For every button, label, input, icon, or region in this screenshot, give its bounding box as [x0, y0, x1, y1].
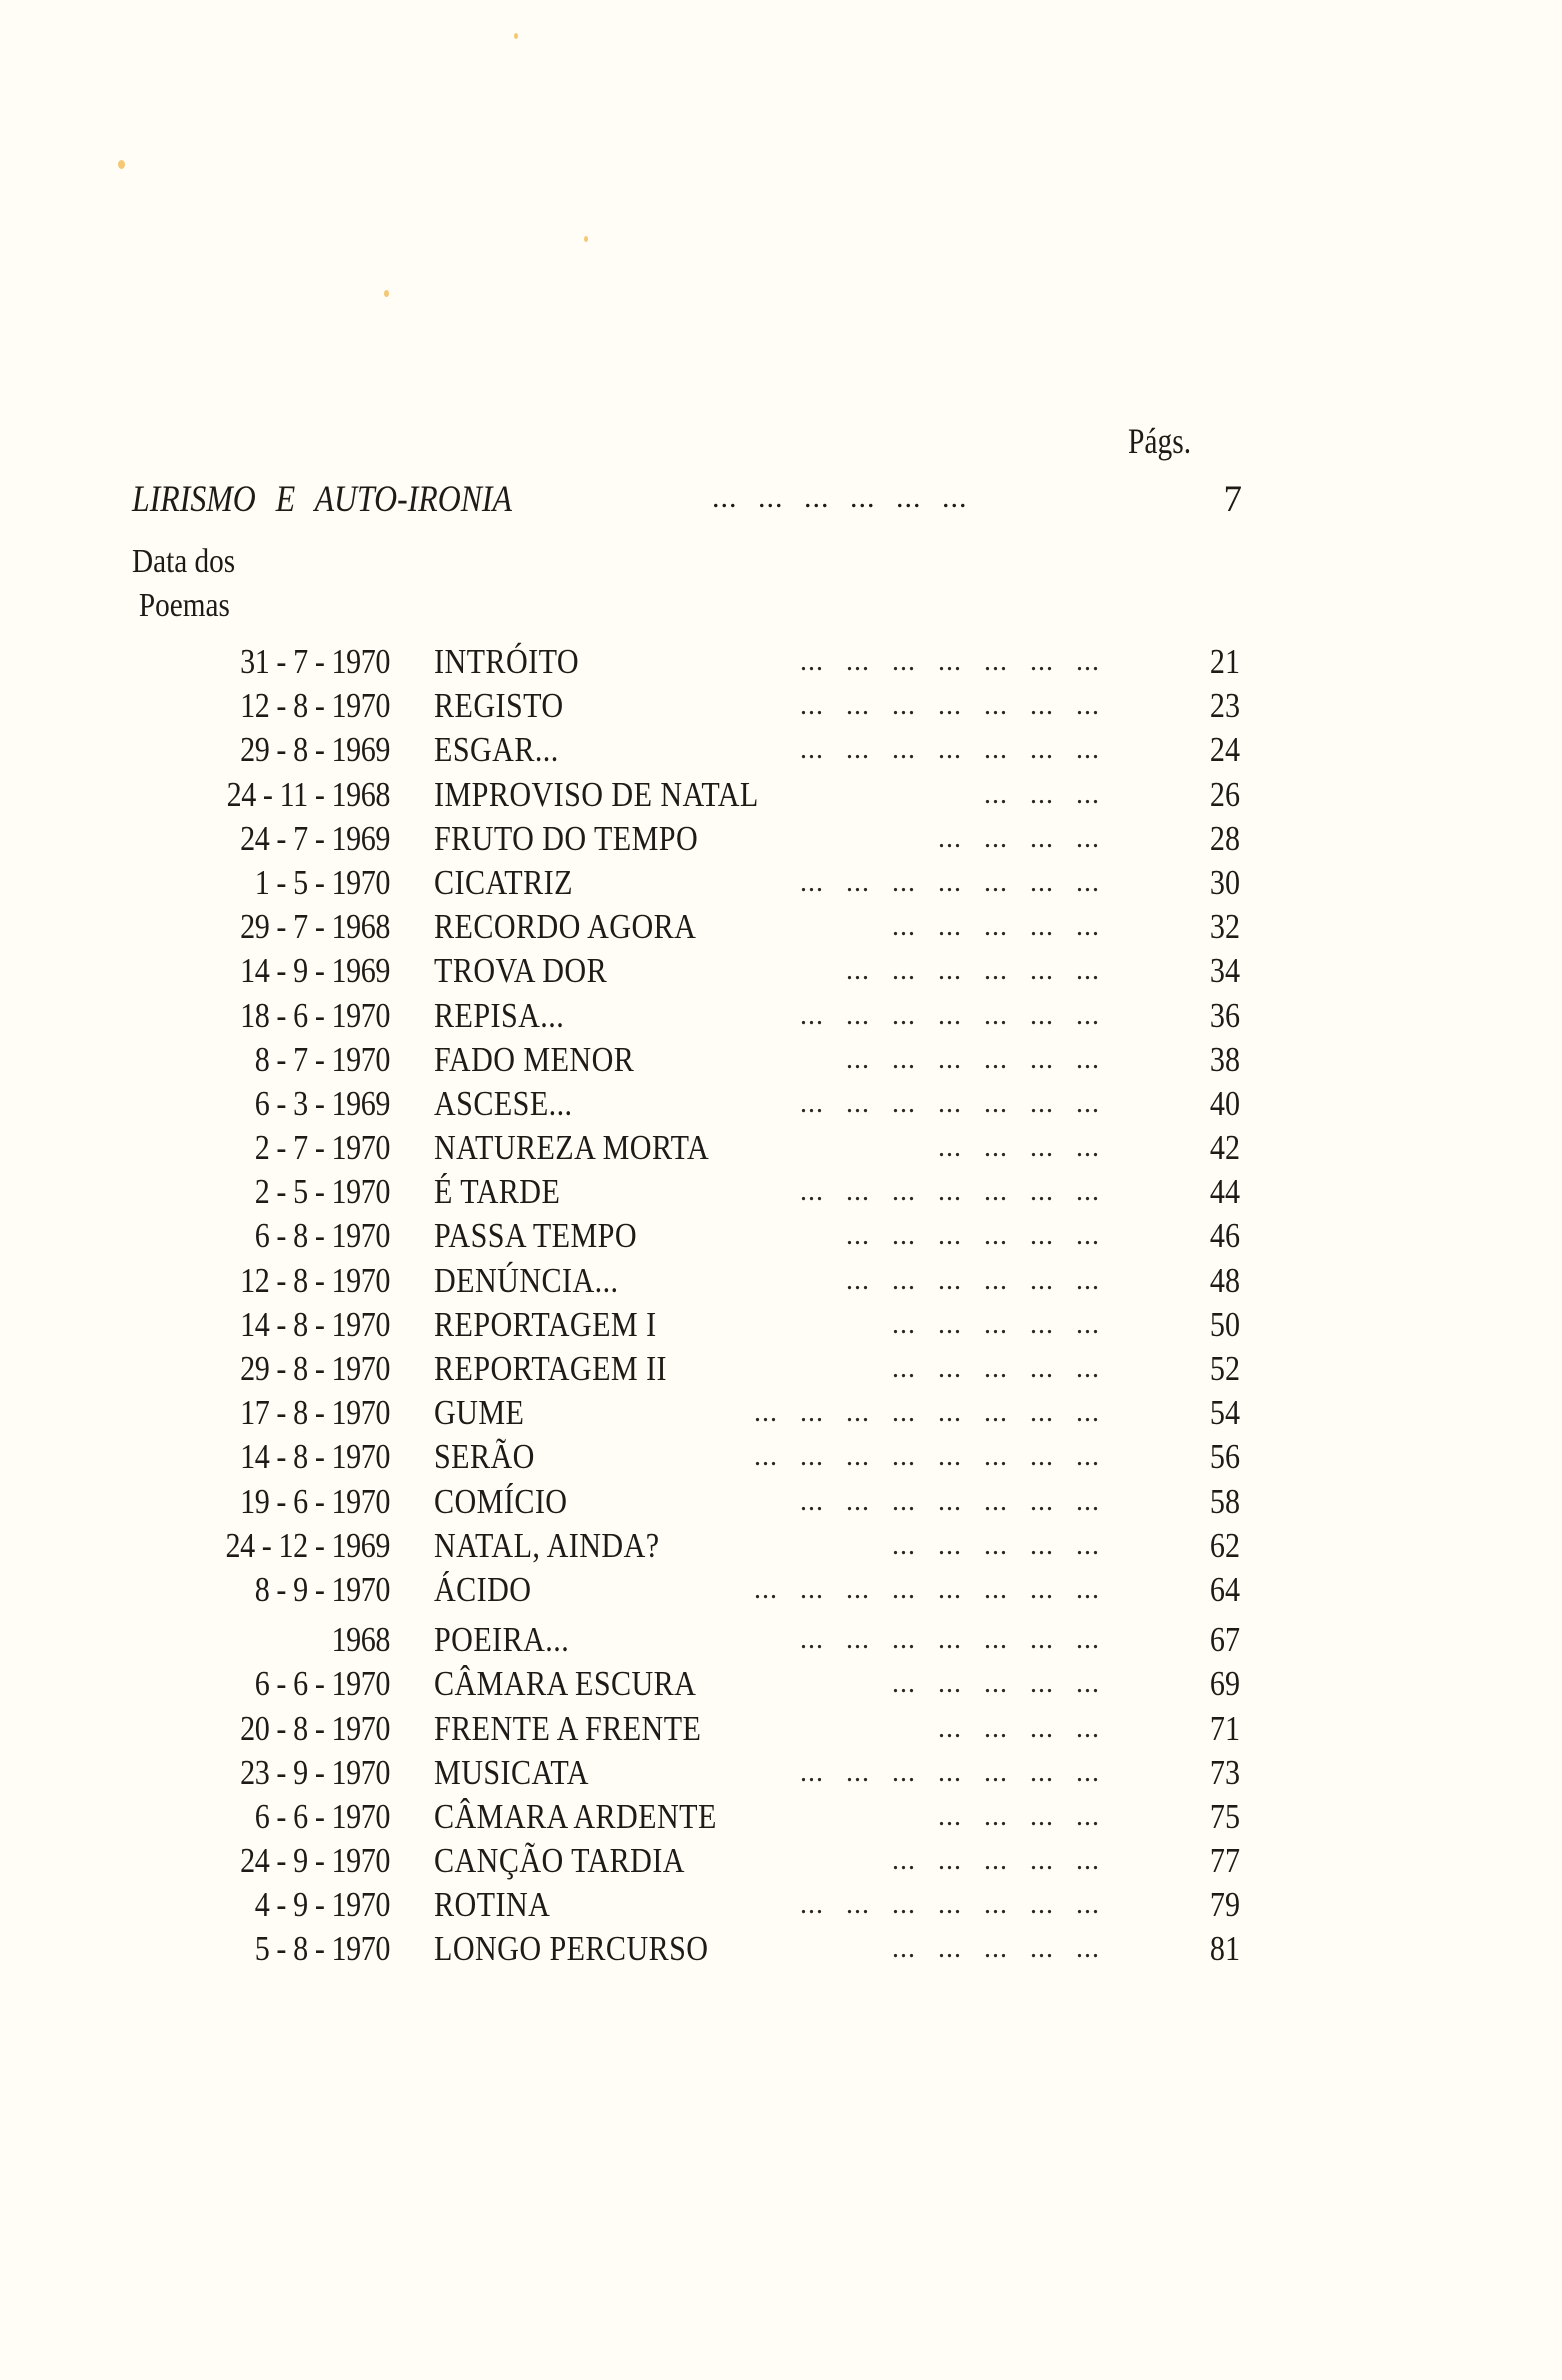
poem-title: NATAL, AINDA?: [434, 1525, 660, 1565]
poem-title: TROVA DOR: [434, 951, 608, 991]
poem-page-number: 69: [1209, 1664, 1240, 1704]
poem-date: 5 - 8 - 1970: [254, 1929, 390, 1969]
poem-page-number: 77: [1209, 1841, 1240, 1881]
poem-date: 12 - 8 - 1970: [240, 1260, 390, 1300]
poem-date: 1968: [331, 1620, 390, 1660]
poem-page-number: 32: [1209, 907, 1240, 947]
poem-title: PASSA TEMPO: [434, 1216, 638, 1256]
paper-speck: [384, 290, 389, 297]
toc-entry[interactable]: [140, 1259, 1240, 1303]
dot-leader: ... ... ... ... ...: [892, 911, 1100, 943]
poem-date: 31 - 7 - 1970: [240, 642, 390, 681]
poem-date: 29 - 8 - 1969: [240, 730, 390, 770]
poem-title: REPORTAGEM I: [434, 1304, 657, 1344]
toc-entry[interactable]: [140, 994, 1240, 1038]
toc-entry[interactable]: [140, 1618, 1240, 1662]
dot-leader: ... ... ... ... ...: [892, 1933, 1100, 1965]
toc-entry[interactable]: [140, 773, 1240, 817]
toc-entry[interactable]: [140, 684, 1240, 728]
poem-title: GUME: [434, 1393, 525, 1433]
poem-date: 6 - 8 - 1970: [254, 1216, 390, 1256]
poem-date: 6 - 6 - 1970: [254, 1664, 390, 1704]
toc-entry[interactable]: [140, 1839, 1240, 1883]
poem-page-number: 21: [1209, 642, 1240, 681]
dot-leader: ... ... ... ...: [938, 822, 1100, 854]
poem-date: 24 - 11 - 1968: [226, 774, 390, 814]
poem-title: FRUTO DO TEMPO: [434, 818, 699, 858]
dot-leader: ... ... ... ... ...: [892, 1353, 1100, 1384]
poem-title: FRENTE A FRENTE: [434, 1708, 702, 1748]
poem-date: 4 - 9 - 1970: [254, 1885, 390, 1925]
dot-leader: ... ... ... ... ... ... ...: [800, 999, 1100, 1031]
dot-leader: ... ... ... ... ... ... ... ...: [754, 1573, 1100, 1605]
toc-entry[interactable]: [140, 1391, 1240, 1435]
dot-leader: ... ... ...: [984, 778, 1100, 810]
dot-leader: ... ... ... ... ... ... ...: [800, 1176, 1100, 1208]
poem-date: 17 - 8 - 1970: [240, 1393, 390, 1433]
dot-leader: ... ... ... ...: [938, 1712, 1100, 1744]
dot-leader: ... ... ... ... ... ... ... ...: [754, 1397, 1100, 1429]
toc-entry[interactable]: [140, 949, 1240, 993]
poem-title: CÂMARA ESCURA: [434, 1664, 697, 1704]
date-column-header: [132, 540, 252, 628]
toc-entry[interactable]: [140, 1082, 1240, 1126]
dot-leader: ... ... ... ... ... ... ...: [800, 1756, 1100, 1788]
poem-date: 6 - 6 - 1970: [254, 1796, 390, 1836]
poem-date: 14 - 8 - 1970: [240, 1437, 390, 1477]
poem-title: MUSICATA: [434, 1752, 589, 1792]
toc-entry[interactable]: [140, 728, 1240, 772]
poem-title: CANÇÃO TARDIA: [434, 1841, 685, 1881]
toc-entry[interactable]: [140, 1126, 1240, 1170]
poem-title: REGISTO: [434, 686, 564, 726]
poem-date: 6 - 3 - 1969: [254, 1083, 390, 1123]
poem-page-number: 28: [1209, 818, 1240, 858]
toc-entry[interactable]: [140, 640, 1240, 684]
poem-page-number: 75: [1209, 1796, 1240, 1836]
poem-date: 2 - 5 - 1970: [254, 1172, 390, 1212]
dot-leader: ... ... ... ... ...: [892, 1668, 1100, 1700]
poem-page-number: 79: [1209, 1885, 1240, 1925]
poem-title: É TARDE: [434, 1172, 561, 1212]
poem-page-number: 52: [1209, 1349, 1240, 1388]
poem-page-number: 26: [1209, 774, 1240, 814]
dot-leader: ... ... ... ... ... ... ... ...: [754, 1441, 1100, 1473]
poem-date: 29 - 7 - 1968: [240, 907, 390, 947]
poem-page-number: 81: [1209, 1929, 1240, 1969]
dot-leader: ... ... ... ... ... ... ...: [800, 734, 1100, 766]
poem-date: 29 - 8 - 1970: [240, 1349, 390, 1388]
toc-entry[interactable]: [140, 1303, 1240, 1347]
poem-date: 24 - 12 - 1969: [225, 1525, 390, 1565]
poem-date: 14 - 8 - 1970: [240, 1304, 390, 1344]
paper-speck: [118, 160, 125, 169]
dot-leader: ... ... ... ... ... ... ...: [800, 1485, 1100, 1517]
dot-leader: ... ... ... ...: [938, 1800, 1100, 1832]
paper-speck: [514, 33, 518, 39]
paper-speck: [584, 236, 588, 242]
dot-leader: ... ... ... ... ... ... ...: [800, 1624, 1100, 1656]
poem-page-number: 50: [1209, 1304, 1240, 1344]
poem-page-number: 24: [1209, 730, 1240, 770]
dot-leader: ... ... ... ... ... ...: [712, 481, 968, 514]
poem-date: 1 - 5 - 1970: [254, 862, 390, 902]
poem-date: 8 - 7 - 1970: [254, 1039, 390, 1079]
poem-date: 24 - 9 - 1970: [240, 1841, 390, 1881]
dot-leader: ... ... ... ... ...: [892, 1529, 1100, 1561]
poem-date: 2 - 7 - 1970: [254, 1128, 390, 1168]
poem-title: CICATRIZ: [434, 862, 573, 902]
poem-page-number: 48: [1209, 1260, 1240, 1300]
poem-date: 19 - 6 - 1970: [240, 1481, 390, 1521]
dot-leader: ... ... ... ... ... ... ...: [800, 1889, 1100, 1921]
poem-date: 23 - 9 - 1970: [240, 1752, 390, 1792]
poem-title: IMPROVISO DE NATAL: [434, 774, 759, 814]
poem-title: REPISA...: [434, 995, 565, 1035]
poem-title: INTRÓITO: [434, 642, 580, 681]
poem-page-number: 42: [1209, 1128, 1240, 1168]
poem-title: ASCESE...: [434, 1083, 573, 1123]
toc-entry[interactable]: [140, 1214, 1240, 1258]
poem-title: CÂMARA ARDENTE: [434, 1796, 717, 1836]
poem-page-number: 30: [1209, 862, 1240, 902]
dot-leader: ... ... ... ... ... ... ...: [800, 690, 1100, 722]
poem-page-number: 64: [1209, 1569, 1240, 1609]
dot-leader: ... ... ... ...: [938, 1132, 1100, 1164]
dot-leader: ... ... ... ... ... ...: [846, 1264, 1100, 1296]
section-page-number: 7: [1223, 479, 1242, 520]
toc-entry[interactable]: [140, 1435, 1240, 1479]
poem-page-number: 71: [1209, 1708, 1240, 1748]
toc-entry[interactable]: [140, 1927, 1240, 1971]
pages-column-label: Págs.: [1128, 421, 1192, 461]
date-column-header-line1: Data dos: [132, 543, 236, 580]
toc-entry[interactable]: [140, 1524, 1240, 1568]
poem-page-number: 62: [1209, 1525, 1240, 1565]
poem-page-number: 40: [1209, 1083, 1240, 1123]
toc-entry[interactable]: [140, 1038, 1240, 1082]
toc-entry[interactable]: [140, 1480, 1240, 1524]
toc-entry[interactable]: [140, 905, 1240, 949]
toc-entry[interactable]: [140, 817, 1240, 861]
poem-page-number: 54: [1209, 1393, 1240, 1433]
date-column-header-line2: Poemas: [138, 587, 230, 624]
dot-leader: ... ... ... ... ... ... ...: [800, 1087, 1100, 1119]
toc-entry[interactable]: [140, 1568, 1240, 1612]
dot-leader: ... ... ... ... ...: [892, 1308, 1100, 1340]
poem-date: 24 - 7 - 1969: [240, 818, 390, 858]
poem-page-number: 46: [1209, 1216, 1240, 1256]
dot-leader: ... ... ... ... ... ...: [846, 1220, 1100, 1252]
dot-leader: ... ... ... ... ... ...: [846, 955, 1100, 987]
poem-title: COMÍCIO: [434, 1481, 568, 1521]
poem-date: 18 - 6 - 1970: [240, 995, 390, 1035]
toc-entry[interactable]: [140, 1170, 1240, 1214]
dot-leader: ... ... ... ... ... ... ...: [800, 866, 1100, 898]
poem-title: NATUREZA MORTA: [434, 1128, 710, 1168]
toc-entry[interactable]: [140, 861, 1240, 905]
toc-entry[interactable]: [140, 1347, 1240, 1391]
poem-title: SERÃO: [434, 1437, 535, 1477]
poem-page-number: 73: [1209, 1752, 1240, 1792]
toc-entry[interactable]: [140, 1883, 1240, 1927]
poem-page-number: 58: [1209, 1481, 1240, 1521]
poem-title: ROTINA: [434, 1885, 551, 1925]
toc-entry[interactable]: [140, 1707, 1240, 1751]
poem-date: 20 - 8 - 1970: [240, 1708, 390, 1748]
poem-page-number: 36: [1209, 995, 1240, 1035]
poem-date: 14 - 9 - 1969: [240, 951, 390, 991]
dot-leader: ... ... ... ... ... ... ...: [800, 646, 1100, 677]
poem-date: 12 - 8 - 1970: [240, 686, 390, 726]
table-of-contents: [140, 640, 1240, 1972]
poem-page-number: 34: [1209, 951, 1240, 991]
poem-title: POEIRA...: [434, 1620, 570, 1660]
poem-date: 8 - 9 - 1970: [254, 1569, 390, 1609]
poem-title: DENÚNCIA...: [434, 1260, 619, 1300]
toc-entry[interactable]: [140, 1795, 1240, 1839]
section-title: LIRISMO E AUTO-IRONIA: [132, 479, 512, 520]
poem-title: REPORTAGEM II: [434, 1349, 667, 1388]
poem-page-number: 56: [1209, 1437, 1240, 1477]
poem-page-number: 38: [1209, 1039, 1240, 1079]
dot-leader: ... ... ... ... ... ...: [846, 1043, 1100, 1075]
poem-page-number: 67: [1209, 1620, 1240, 1660]
poem-title: ÁCIDO: [434, 1569, 532, 1609]
poem-title: LONGO PERCURSO: [434, 1929, 709, 1969]
poem-title: FADO MENOR: [434, 1039, 635, 1079]
poem-title: RECORDO AGORA: [434, 907, 697, 947]
dot-leader: ... ... ... ... ...: [892, 1845, 1100, 1877]
poem-title: ESGAR...: [434, 730, 559, 770]
toc-entry[interactable]: [140, 1662, 1240, 1706]
poem-page-number: 44: [1209, 1172, 1240, 1212]
toc-section-entry[interactable]: [132, 478, 1242, 532]
toc-entry[interactable]: [140, 1751, 1240, 1795]
poem-page-number: 23: [1209, 686, 1240, 726]
